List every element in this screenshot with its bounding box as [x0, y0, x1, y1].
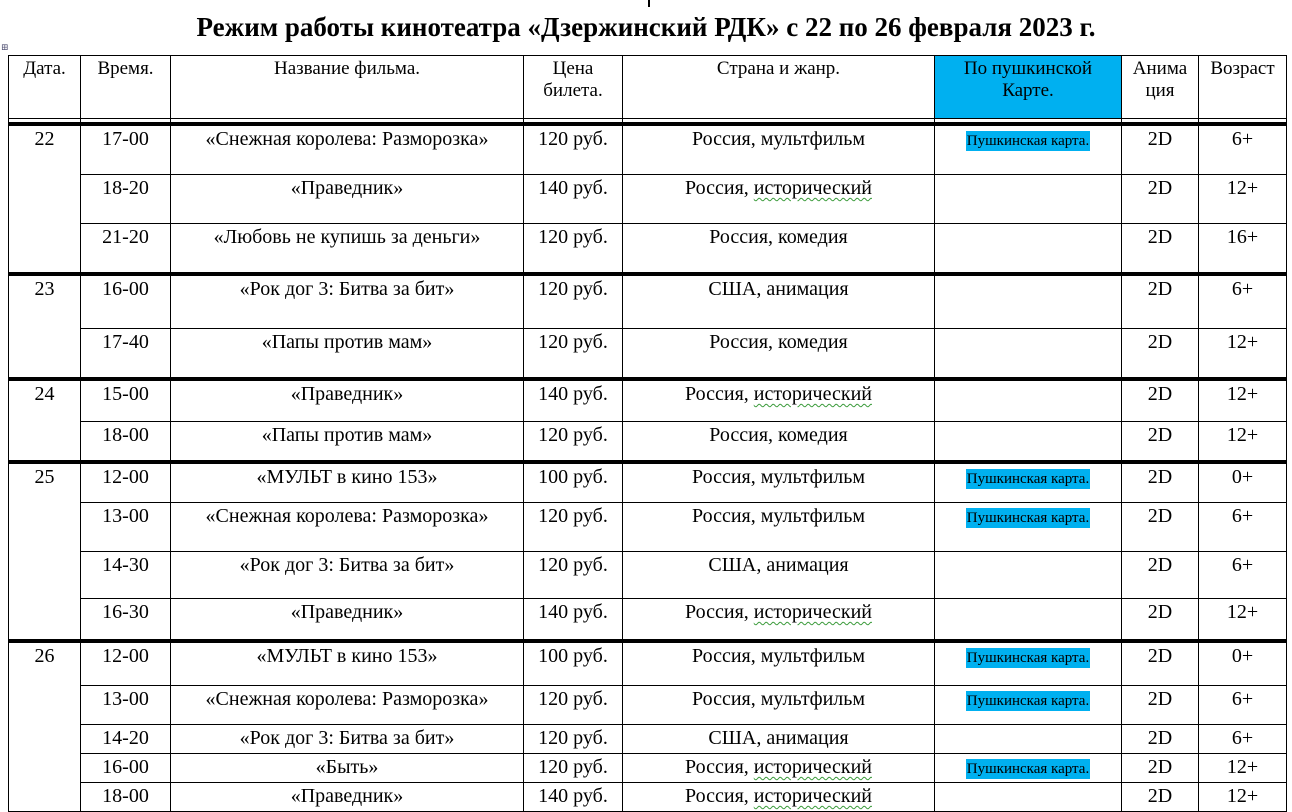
- header-row: [9, 56, 1287, 119]
- schedule-table: [8, 55, 1287, 812]
- time-cell: 16-00: [81, 274, 171, 329]
- genre-text: мультфильм: [760, 128, 866, 150]
- header-animation: Анима ция: [1122, 56, 1199, 119]
- animation-format-cell: 2D: [1122, 686, 1199, 725]
- price-cell: 120 руб.: [524, 124, 623, 175]
- date-cell: 26: [9, 641, 81, 812]
- pushkin-card-badge: Пушкинская карта.: [966, 650, 1090, 666]
- pushkin-card-cell: [935, 754, 1122, 783]
- country-genre-cell: [623, 422, 935, 463]
- film-title-cell: «Праведник»: [171, 599, 524, 642]
- header-pushkin-card: По пушкинской Карте.: [935, 56, 1122, 119]
- country-text: Россия,: [685, 383, 749, 405]
- price-cell: 140 руб.: [524, 783, 623, 812]
- country-text: Россия,: [691, 128, 756, 150]
- header-country-genre: Страна и жанр.: [623, 56, 935, 119]
- age-rating-cell: 12+: [1199, 329, 1287, 380]
- film-title-cell: «Папы против мам»: [171, 422, 524, 463]
- animation-format-cell: 2D: [1122, 641, 1199, 686]
- film-title-cell: «Папы против мам»: [171, 329, 524, 380]
- schedule-row: [9, 783, 1287, 812]
- pushkin-card-cell: [935, 599, 1122, 642]
- page-title: Режим работы кинотеатра «Дзержинский РДК» с 22 по 26 февраля 2023 г.: [196, 12, 1096, 42]
- country-text: Россия,: [709, 424, 774, 446]
- genre-text: комедия: [778, 424, 848, 446]
- age-rating-cell: 6+: [1199, 503, 1287, 552]
- country-genre-cell: [623, 503, 935, 552]
- schedule-row: [9, 274, 1287, 329]
- price-cell: 120 руб.: [524, 725, 623, 754]
- age-rating-cell: 12+: [1199, 754, 1287, 783]
- time-cell: 16-30: [81, 599, 171, 642]
- film-title-cell: «Снежная королева: Разморозка»: [171, 503, 524, 552]
- header-age: Возраст: [1199, 56, 1287, 119]
- genre-text: мультфильм: [760, 688, 866, 710]
- animation-format-cell: 2D: [1122, 224, 1199, 275]
- schedule-row: [9, 599, 1287, 642]
- film-title-cell: «Рок дог 3: Битва за бит»: [171, 552, 524, 599]
- schedule-row: [9, 329, 1287, 380]
- country-text: Россия,: [685, 601, 749, 623]
- genre-text: мультфильм: [760, 645, 866, 667]
- time-cell: 18-00: [81, 783, 171, 812]
- country-text: Россия,: [685, 177, 749, 199]
- genre-text: комедия: [778, 331, 848, 353]
- animation-format-cell: 2D: [1122, 503, 1199, 552]
- age-rating-cell: 12+: [1199, 783, 1287, 812]
- pushkin-card-cell: [935, 725, 1122, 754]
- country-text: Россия,: [709, 331, 774, 353]
- age-rating-cell: 12+: [1199, 599, 1287, 642]
- genre-text: исторический: [753, 177, 872, 199]
- price-cell: 100 руб.: [524, 641, 623, 686]
- schedule-row: [9, 641, 1287, 686]
- country-genre-cell: [623, 552, 935, 599]
- price-cell: 140 руб.: [524, 175, 623, 224]
- genre-text: исторический: [753, 601, 872, 623]
- animation-format-cell: 2D: [1122, 552, 1199, 599]
- genre-text: исторический: [753, 383, 872, 405]
- age-rating-cell: 6+: [1199, 552, 1287, 599]
- time-cell: 14-30: [81, 552, 171, 599]
- time-cell: 17-40: [81, 329, 171, 380]
- film-title-cell: «Рок дог 3: Битва за бит»: [171, 274, 524, 329]
- age-rating-cell: 6+: [1199, 124, 1287, 175]
- animation-format-cell: 2D: [1122, 422, 1199, 463]
- country-genre-cell: [623, 124, 935, 175]
- age-rating-cell: 16+: [1199, 224, 1287, 275]
- genre-text: исторический: [753, 756, 872, 778]
- country-genre-cell: [623, 224, 935, 275]
- genre-text: анимация: [766, 278, 849, 300]
- genre-text: комедия: [778, 226, 848, 248]
- pushkin-card-badge: Пушкинская карта.: [966, 471, 1090, 487]
- header-time: Время.: [81, 56, 171, 119]
- genre-text: мультфильм: [760, 505, 866, 527]
- country-genre-cell: [623, 329, 935, 380]
- schedule-row: [9, 422, 1287, 463]
- animation-format-cell: 2D: [1122, 462, 1199, 503]
- genre-text: исторический: [753, 785, 872, 807]
- time-cell: 21-20: [81, 224, 171, 275]
- time-cell: 12-00: [81, 462, 171, 503]
- table-anchor-icon[interactable]: ⊞: [1, 42, 9, 52]
- country-text: Россия,: [691, 505, 756, 527]
- pushkin-card-badge: Пушкинская карта.: [966, 761, 1090, 777]
- film-title-cell: «Снежная королева: Разморозка»: [171, 686, 524, 725]
- schedule-row: [9, 462, 1287, 503]
- animation-format-cell: 2D: [1122, 274, 1199, 329]
- country-text: Россия,: [685, 756, 749, 778]
- genre-text: анимация: [766, 554, 849, 576]
- price-cell: 120 руб.: [524, 552, 623, 599]
- film-title-cell: «Любовь не купишь за деньги»: [171, 224, 524, 275]
- genre-text: мультфильм: [760, 466, 866, 488]
- time-cell: 17-00: [81, 124, 171, 175]
- country-text: США,: [708, 554, 762, 576]
- date-cell: 24: [9, 379, 81, 462]
- price-cell: 120 руб.: [524, 422, 623, 463]
- time-cell: 18-20: [81, 175, 171, 224]
- schedule-row: [9, 754, 1287, 783]
- country-genre-cell: [623, 379, 935, 422]
- age-rating-cell: 0+: [1199, 641, 1287, 686]
- schedule-row: [9, 503, 1287, 552]
- country-genre-cell: [623, 599, 935, 642]
- age-rating-cell: 6+: [1199, 686, 1287, 725]
- time-cell: 16-00: [81, 754, 171, 783]
- country-genre-cell: [623, 175, 935, 224]
- pushkin-card-badge: Пушкинская карта.: [966, 693, 1090, 709]
- country-genre-cell: [623, 754, 935, 783]
- animation-format-cell: 2D: [1122, 783, 1199, 812]
- pushkin-card-cell: [935, 422, 1122, 463]
- price-cell: 140 руб.: [524, 599, 623, 642]
- pushkin-card-cell: [935, 503, 1122, 552]
- price-cell: 120 руб.: [524, 503, 623, 552]
- time-cell: 14-20: [81, 725, 171, 754]
- animation-format-cell: 2D: [1122, 175, 1199, 224]
- pushkin-card-cell: [935, 329, 1122, 380]
- pushkin-card-cell: [935, 783, 1122, 812]
- age-rating-cell: 6+: [1199, 725, 1287, 754]
- age-rating-cell: 12+: [1199, 379, 1287, 422]
- country-text: Россия,: [685, 785, 749, 807]
- age-rating-cell: 0+: [1199, 462, 1287, 503]
- schedule-row: [9, 175, 1287, 224]
- schedule-row: [9, 124, 1287, 175]
- time-cell: 13-00: [81, 503, 171, 552]
- genre-text: анимация: [766, 727, 849, 749]
- pushkin-card-badge: Пушкинская карта.: [966, 510, 1090, 526]
- schedule-row: [9, 379, 1287, 422]
- film-title-cell: «Снежная королева: Разморозка»: [171, 124, 524, 175]
- date-cell: 23: [9, 274, 81, 379]
- country-text: Россия,: [691, 688, 756, 710]
- age-rating-cell: 6+: [1199, 274, 1287, 329]
- animation-format-cell: 2D: [1122, 599, 1199, 642]
- schedule-row: [9, 686, 1287, 725]
- date-cell: 22: [9, 124, 81, 274]
- film-title-cell: «МУЛЬТ в кино 153»: [171, 641, 524, 686]
- country-genre-cell: [623, 462, 935, 503]
- schedule-row: [9, 552, 1287, 599]
- price-cell: 120 руб.: [524, 274, 623, 329]
- country-genre-cell: [623, 274, 935, 329]
- header-date: Дата.: [9, 56, 81, 119]
- time-cell: 13-00: [81, 686, 171, 725]
- country-genre-cell: [623, 783, 935, 812]
- header-film: Название фильма.: [171, 56, 524, 119]
- country-text: Россия,: [709, 226, 774, 248]
- pushkin-card-cell: [935, 552, 1122, 599]
- country-text: США,: [708, 727, 762, 749]
- price-cell: 120 руб.: [524, 224, 623, 275]
- time-cell: 12-00: [81, 641, 171, 686]
- price-cell: 120 руб.: [524, 754, 623, 783]
- country-text: США,: [708, 278, 762, 300]
- film-title-cell: «МУЛЬТ в кино 153»: [171, 462, 524, 503]
- pushkin-card-cell: [935, 462, 1122, 503]
- country-text: Россия,: [691, 466, 756, 488]
- schedule-row: [9, 725, 1287, 754]
- header-price: Цена билета.: [524, 56, 623, 119]
- pushkin-card-cell: [935, 641, 1122, 686]
- price-cell: 120 руб.: [524, 686, 623, 725]
- animation-format-cell: 2D: [1122, 754, 1199, 783]
- pushkin-card-cell: [935, 124, 1122, 175]
- time-cell: 18-00: [81, 422, 171, 463]
- animation-format-cell: 2D: [1122, 329, 1199, 380]
- country-genre-cell: [623, 686, 935, 725]
- pushkin-card-cell: [935, 686, 1122, 725]
- price-cell: 100 руб.: [524, 462, 623, 503]
- price-cell: 140 руб.: [524, 379, 623, 422]
- film-title-cell: «Праведник»: [171, 175, 524, 224]
- film-title-cell: «Праведник»: [171, 379, 524, 422]
- pushkin-card-cell: [935, 274, 1122, 329]
- film-title-cell: «Праведник»: [171, 783, 524, 812]
- animation-format-cell: 2D: [1122, 124, 1199, 175]
- country-text: Россия,: [691, 645, 756, 667]
- pushkin-card-badge: Пушкинская карта.: [966, 133, 1090, 149]
- film-title-cell: «Рок дог 3: Битва за бит»: [171, 725, 524, 754]
- country-genre-cell: [623, 641, 935, 686]
- schedule-row: [9, 224, 1287, 275]
- price-cell: 120 руб.: [524, 329, 623, 380]
- pushkin-card-cell: [935, 379, 1122, 422]
- animation-format-cell: 2D: [1122, 725, 1199, 754]
- animation-format-cell: 2D: [1122, 379, 1199, 422]
- ruler-marker: [648, 0, 650, 7]
- time-cell: 15-00: [81, 379, 171, 422]
- film-title-cell: «Быть»: [171, 754, 524, 783]
- pushkin-card-cell: [935, 224, 1122, 275]
- pushkin-card-cell: [935, 175, 1122, 224]
- schedule-body: [9, 119, 1287, 812]
- date-cell: 25: [9, 462, 81, 641]
- age-rating-cell: 12+: [1199, 175, 1287, 224]
- country-genre-cell: [623, 725, 935, 754]
- age-rating-cell: 12+: [1199, 422, 1287, 463]
